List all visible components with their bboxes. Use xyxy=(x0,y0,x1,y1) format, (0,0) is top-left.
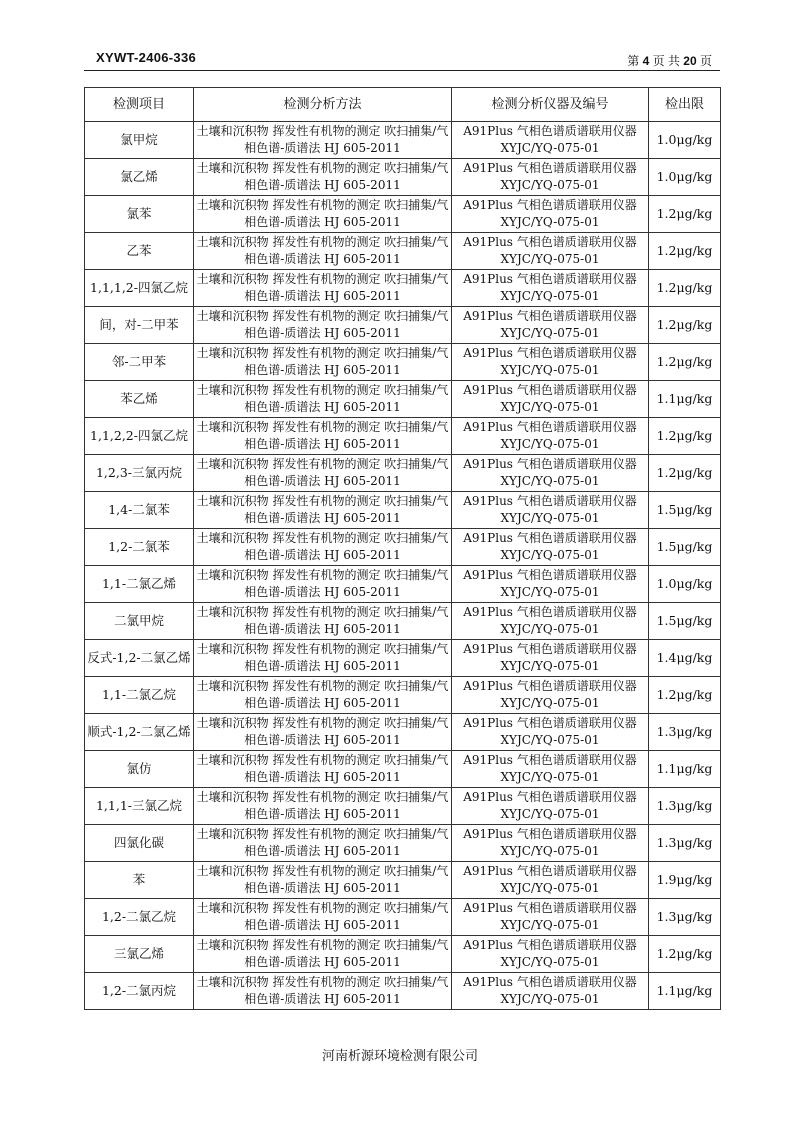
page-current: 4 xyxy=(642,54,650,68)
column-header-limit: 检出限 xyxy=(649,88,721,122)
analyte-cell: 1,2-二氯乙烷 xyxy=(85,899,194,936)
detection-limit-cell: 1.5μg/kg xyxy=(649,529,721,566)
table-row xyxy=(85,196,721,233)
table-header-row xyxy=(85,88,721,122)
table-row xyxy=(85,751,721,788)
detection-limit-cell: 1.0μg/kg xyxy=(649,566,721,603)
detection-limit-cell: 1.9μg/kg xyxy=(649,862,721,899)
detection-limit-cell: 1.2μg/kg xyxy=(649,196,721,233)
detection-limit-cell: 1.5μg/kg xyxy=(649,603,721,640)
method-cell: 土壤和沉积物 挥发性有机物的测定 吹扫捕集/气相色谱-质谱法 HJ 605-2011 xyxy=(194,714,452,751)
method-cell: 土壤和沉积物 挥发性有机物的测定 吹扫捕集/气相色谱-质谱法 HJ 605-2011 xyxy=(194,936,452,973)
method-cell: 土壤和沉积物 挥发性有机物的测定 吹扫捕集/气相色谱-质谱法 HJ 605-2011 xyxy=(194,455,452,492)
analyte-cell: 苯乙烯 xyxy=(85,381,194,418)
detection-limit-cell: 1.0μg/kg xyxy=(649,122,721,159)
detection-limit-cell: 1.3μg/kg xyxy=(649,788,721,825)
page-indicator xyxy=(627,52,712,69)
detection-limit-cell: 1.3μg/kg xyxy=(649,825,721,862)
analyte-cell: 氯苯 xyxy=(85,196,194,233)
detection-limit-cell: 1.0μg/kg xyxy=(649,159,721,196)
analyte-cell: 苯 xyxy=(85,862,194,899)
table-row xyxy=(85,418,721,455)
method-cell: 土壤和沉积物 挥发性有机物的测定 吹扫捕集/气相色谱-质谱法 HJ 605-2011 xyxy=(194,825,452,862)
method-cell: 土壤和沉积物 挥发性有机物的测定 吹扫捕集/气相色谱-质谱法 HJ 605-2011 xyxy=(194,751,452,788)
header-rule xyxy=(84,70,720,71)
instrument-cell: A91Plus 气相色谱质谱联用仪器 XYJC/YQ-075-01 xyxy=(452,936,649,973)
table-row xyxy=(85,344,721,381)
detection-limit-cell: 1.2μg/kg xyxy=(649,270,721,307)
report-number: XYWT-2406-336 xyxy=(96,50,197,65)
method-cell: 土壤和沉积物 挥发性有机物的测定 吹扫捕集/气相色谱-质谱法 HJ 605-2011 xyxy=(194,344,452,381)
method-cell: 土壤和沉积物 挥发性有机物的测定 吹扫捕集/气相色谱-质谱法 HJ 605-2011 xyxy=(194,788,452,825)
table-row xyxy=(85,455,721,492)
instrument-cell: A91Plus 气相色谱质谱联用仪器 XYJC/YQ-075-01 xyxy=(452,122,649,159)
analyte-cell: 1,2,3-三氯丙烷 xyxy=(85,455,194,492)
table-row xyxy=(85,233,721,270)
detection-limit-cell: 1.4μg/kg xyxy=(649,640,721,677)
analyte-cell: 顺式-1,2-二氯乙烯 xyxy=(85,714,194,751)
instrument-cell: A91Plus 气相色谱质谱联用仪器 XYJC/YQ-075-01 xyxy=(452,714,649,751)
method-cell: 土壤和沉积物 挥发性有机物的测定 吹扫捕集/气相色谱-质谱法 HJ 605-2011 xyxy=(194,196,452,233)
page-prefix: 第 xyxy=(627,54,640,68)
detection-limit-cell: 1.5μg/kg xyxy=(649,492,721,529)
detection-limit-cell: 1.2μg/kg xyxy=(649,455,721,492)
analyte-cell: 1,4-二氯苯 xyxy=(85,492,194,529)
instrument-cell: A91Plus 气相色谱质谱联用仪器 XYJC/YQ-075-01 xyxy=(452,788,649,825)
company-footer: 河南析源环境检测有限公司 xyxy=(321,1049,478,1064)
column-header-instrument: 检测分析仪器及编号 xyxy=(452,88,649,122)
detection-limit-cell: 1.3μg/kg xyxy=(649,899,721,936)
table-row xyxy=(85,381,721,418)
table-row xyxy=(85,825,721,862)
method-cell: 土壤和沉积物 挥发性有机物的测定 吹扫捕集/气相色谱-质谱法 HJ 605-2011 xyxy=(194,233,452,270)
method-cell: 土壤和沉积物 挥发性有机物的测定 吹扫捕集/气相色谱-质谱法 HJ 605-2011 xyxy=(194,418,452,455)
instrument-cell: A91Plus 气相色谱质谱联用仪器 XYJC/YQ-075-01 xyxy=(452,270,649,307)
table-row xyxy=(85,714,721,751)
method-cell: 土壤和沉积物 挥发性有机物的测定 吹扫捕集/气相色谱-质谱法 HJ 605-2011 xyxy=(194,640,452,677)
detection-limit-cell: 1.1μg/kg xyxy=(649,973,721,1010)
instrument-cell: A91Plus 气相色谱质谱联用仪器 XYJC/YQ-075-01 xyxy=(452,862,649,899)
table-row xyxy=(85,566,721,603)
instrument-cell: A91Plus 气相色谱质谱联用仪器 XYJC/YQ-075-01 xyxy=(452,455,649,492)
method-cell: 土壤和沉积物 挥发性有机物的测定 吹扫捕集/气相色谱-质谱法 HJ 605-2011 xyxy=(194,899,452,936)
instrument-cell: A91Plus 气相色谱质谱联用仪器 XYJC/YQ-075-01 xyxy=(452,381,649,418)
analyte-cell: 三氯乙烯 xyxy=(85,936,194,973)
analyte-cell: 邻-二甲苯 xyxy=(85,344,194,381)
method-cell: 土壤和沉积物 挥发性有机物的测定 吹扫捕集/气相色谱-质谱法 HJ 605-2011 xyxy=(194,862,452,899)
table-row xyxy=(85,936,721,973)
page-total: 20 xyxy=(683,54,697,68)
table-body xyxy=(85,122,721,1010)
instrument-cell: A91Plus 气相色谱质谱联用仪器 XYJC/YQ-075-01 xyxy=(452,529,649,566)
analyte-cell: 反式-1,2-二氯乙烯 xyxy=(85,640,194,677)
table-row xyxy=(85,862,721,899)
instrument-cell: A91Plus 气相色谱质谱联用仪器 XYJC/YQ-075-01 xyxy=(452,492,649,529)
analyte-cell: 氯仿 xyxy=(85,751,194,788)
analyte-cell: 氯乙烯 xyxy=(85,159,194,196)
table-row xyxy=(85,640,721,677)
analyte-cell: 四氯化碳 xyxy=(85,825,194,862)
detection-limit-cell: 1.2μg/kg xyxy=(649,677,721,714)
analyte-cell: 1,1,1-三氯乙烷 xyxy=(85,788,194,825)
column-header-item: 检测项目 xyxy=(85,88,194,122)
method-cell: 土壤和沉积物 挥发性有机物的测定 吹扫捕集/气相色谱-质谱法 HJ 605-2011 xyxy=(194,529,452,566)
method-cell: 土壤和沉积物 挥发性有机物的测定 吹扫捕集/气相色谱-质谱法 HJ 605-2011 xyxy=(194,973,452,1010)
method-cell: 土壤和沉积物 挥发性有机物的测定 吹扫捕集/气相色谱-质谱法 HJ 605-2011 xyxy=(194,566,452,603)
analyte-cell: 1,1,2,2-四氯乙烷 xyxy=(85,418,194,455)
analyte-cell: 1,2-二氯苯 xyxy=(85,529,194,566)
detection-limit-cell: 1.2μg/kg xyxy=(649,418,721,455)
detection-limit-cell: 1.2μg/kg xyxy=(649,936,721,973)
table-row xyxy=(85,899,721,936)
analyte-cell: 乙苯 xyxy=(85,233,194,270)
table-row xyxy=(85,122,721,159)
method-cell: 土壤和沉积物 挥发性有机物的测定 吹扫捕集/气相色谱-质谱法 HJ 605-2011 xyxy=(194,159,452,196)
analyte-cell: 氯甲烷 xyxy=(85,122,194,159)
method-cell: 土壤和沉积物 挥发性有机物的测定 吹扫捕集/气相色谱-质谱法 HJ 605-2011 xyxy=(194,603,452,640)
detection-limit-table xyxy=(84,87,721,1010)
instrument-cell: A91Plus 气相色谱质谱联用仪器 XYJC/YQ-075-01 xyxy=(452,196,649,233)
method-cell: 土壤和沉积物 挥发性有机物的测定 吹扫捕集/气相色谱-质谱法 HJ 605-2011 xyxy=(194,677,452,714)
method-cell: 土壤和沉积物 挥发性有机物的测定 吹扫捕集/气相色谱-质谱法 HJ 605-2011 xyxy=(194,270,452,307)
instrument-cell: A91Plus 气相色谱质谱联用仪器 XYJC/YQ-075-01 xyxy=(452,566,649,603)
detection-limit-cell: 1.2μg/kg xyxy=(649,233,721,270)
method-cell: 土壤和沉积物 挥发性有机物的测定 吹扫捕集/气相色谱-质谱法 HJ 605-2011 xyxy=(194,122,452,159)
table-row xyxy=(85,788,721,825)
instrument-cell: A91Plus 气相色谱质谱联用仪器 XYJC/YQ-075-01 xyxy=(452,677,649,714)
detection-limit-cell: 1.3μg/kg xyxy=(649,714,721,751)
table-row xyxy=(85,529,721,566)
instrument-cell: A91Plus 气相色谱质谱联用仪器 XYJC/YQ-075-01 xyxy=(452,159,649,196)
instrument-cell: A91Plus 气相色谱质谱联用仪器 XYJC/YQ-075-01 xyxy=(452,973,649,1010)
page-middle: 页 共 xyxy=(652,54,680,68)
instrument-cell: A91Plus 气相色谱质谱联用仪器 XYJC/YQ-075-01 xyxy=(452,307,649,344)
analyte-cell: 1,1-二氯乙烯 xyxy=(85,566,194,603)
instrument-cell: A91Plus 气相色谱质谱联用仪器 XYJC/YQ-075-01 xyxy=(452,640,649,677)
analyte-cell: 间，对-二甲苯 xyxy=(85,307,194,344)
instrument-cell: A91Plus 气相色谱质谱联用仪器 XYJC/YQ-075-01 xyxy=(452,233,649,270)
table-row xyxy=(85,677,721,714)
detection-limit-cell: 1.1μg/kg xyxy=(649,381,721,418)
table-row xyxy=(85,159,721,196)
page-suffix: 页 xyxy=(699,54,712,68)
detection-limit-cell: 1.1μg/kg xyxy=(649,751,721,788)
analyte-cell: 1,1-二氯乙烷 xyxy=(85,677,194,714)
analyte-cell: 1,2-二氯丙烷 xyxy=(85,973,194,1010)
table-row xyxy=(85,492,721,529)
instrument-cell: A91Plus 气相色谱质谱联用仪器 XYJC/YQ-075-01 xyxy=(452,344,649,381)
table-row xyxy=(85,603,721,640)
detection-limit-cell: 1.2μg/kg xyxy=(649,307,721,344)
method-cell: 土壤和沉积物 挥发性有机物的测定 吹扫捕集/气相色谱-质谱法 HJ 605-2011 xyxy=(194,381,452,418)
column-header-method: 检测分析方法 xyxy=(194,88,452,122)
analyte-cell: 二氯甲烷 xyxy=(85,603,194,640)
table-row xyxy=(85,270,721,307)
detection-limit-cell: 1.2μg/kg xyxy=(649,344,721,381)
analyte-cell: 1,1,1,2-四氯乙烷 xyxy=(85,270,194,307)
method-cell: 土壤和沉积物 挥发性有机物的测定 吹扫捕集/气相色谱-质谱法 HJ 605-2011 xyxy=(194,307,452,344)
instrument-cell: A91Plus 气相色谱质谱联用仪器 XYJC/YQ-075-01 xyxy=(452,825,649,862)
instrument-cell: A91Plus 气相色谱质谱联用仪器 XYJC/YQ-075-01 xyxy=(452,418,649,455)
table-row xyxy=(85,973,721,1010)
instrument-cell: A91Plus 气相色谱质谱联用仪器 XYJC/YQ-075-01 xyxy=(452,751,649,788)
instrument-cell: A91Plus 气相色谱质谱联用仪器 XYJC/YQ-075-01 xyxy=(452,899,649,936)
instrument-cell: A91Plus 气相色谱质谱联用仪器 XYJC/YQ-075-01 xyxy=(452,603,649,640)
table-row xyxy=(85,307,721,344)
method-cell: 土壤和沉积物 挥发性有机物的测定 吹扫捕集/气相色谱-质谱法 HJ 605-2011 xyxy=(194,492,452,529)
